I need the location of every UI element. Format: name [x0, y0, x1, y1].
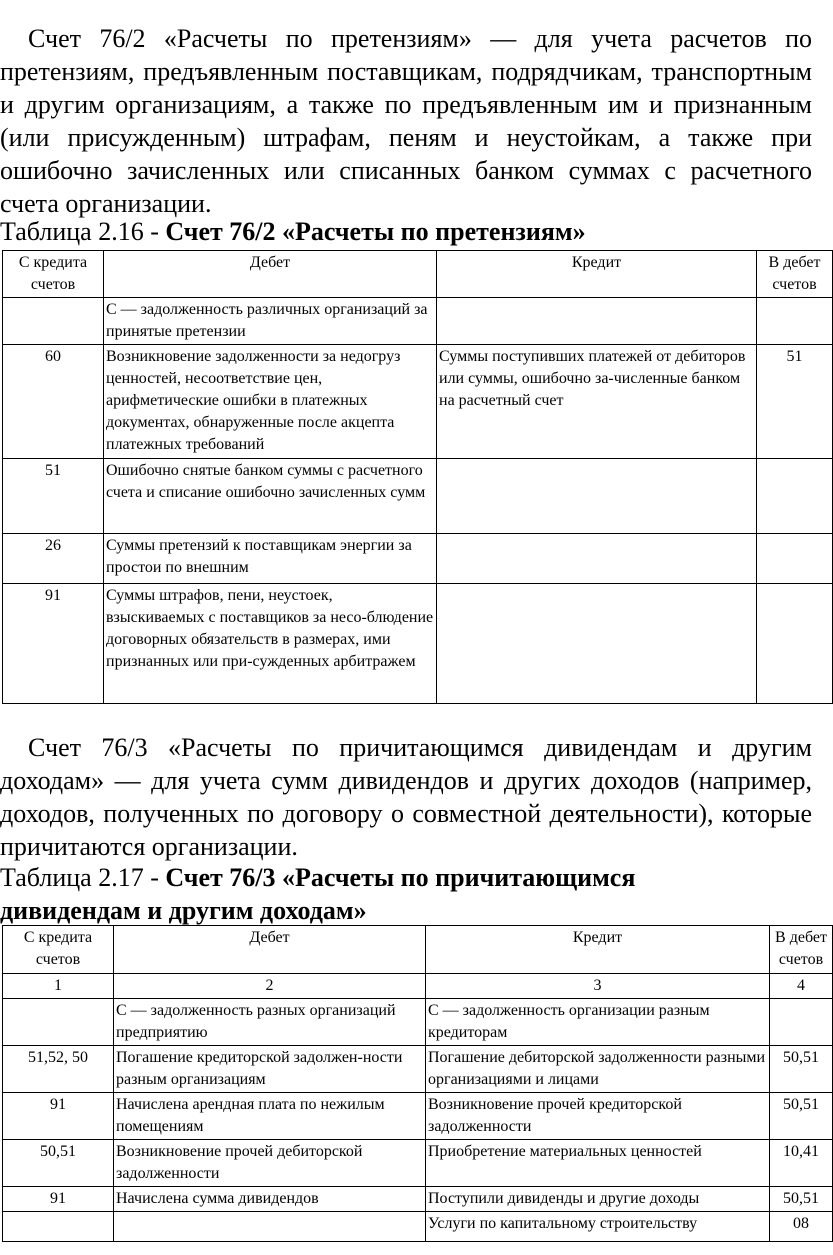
cell-debit-accounts: 08 [770, 1212, 833, 1242]
header-debit-accounts: В дебет счетов [770, 926, 833, 974]
cell-debit-accounts: 10,41 [770, 1140, 833, 1187]
table-account-76-3 [2, 925, 833, 1242]
cell-debit-accounts: 50,51 [770, 1093, 833, 1140]
table-caption-2-17 [0, 861, 720, 927]
caption-title: Счет 76/3 «Расчеты по причитающимся дивидендам и другим доходам» [0, 863, 636, 925]
cell-debit-accounts [757, 298, 833, 345]
cell-debit-accounts: 50,51 [770, 1046, 833, 1093]
table-number-row [3, 974, 833, 999]
cell-credit-accounts [3, 298, 104, 345]
header-credit-accounts: С кредита счетов [3, 926, 114, 974]
cell-credit [437, 459, 757, 534]
cell-credit: Суммы поступивших платежей от дебиторов или суммы, ошибочно за-численные банком на расчетный счет [437, 345, 757, 459]
cell-debit-accounts: 50,51 [770, 1187, 833, 1212]
caption-title: Счет 76/2 «Расчеты по претензиям» [165, 217, 586, 246]
cell-credit [437, 298, 757, 345]
table-header-row [3, 926, 833, 974]
caption-prefix: Таблица 2.16 - [0, 217, 166, 246]
cell-credit [437, 584, 757, 704]
header-credit-accounts: С кредита счетов [3, 251, 104, 298]
header-debit: Дебет [114, 926, 426, 974]
cell-credit: Возникновение прочей кредиторской задолженности [426, 1093, 770, 1140]
table-row [3, 999, 833, 1046]
header-credit: Кредит [437, 251, 757, 298]
cell-debit: Суммы претензий к поставщикам энергии за простои по внешним [104, 534, 437, 584]
cell-credit-accounts: 91 [3, 584, 104, 704]
table-row [3, 534, 833, 584]
table-header-row [3, 251, 833, 298]
cell-credit: С — задолженность организации разным кредиторам [426, 999, 770, 1046]
cell-debit-accounts [757, 534, 833, 584]
cell-debit: С — задолженность различных организаций за принятые претензии [104, 298, 437, 345]
cell-credit: Поступили дивиденды и другие доходы [426, 1187, 770, 1212]
cell-credit-accounts [3, 999, 114, 1046]
paragraph-account-76-3: Счет 76/3 «Расчеты по причитающимся дивидендам и другим доходам» — для учета сумм дивидендов и других доходов (например, доходов, полученных по договору о совместной деятельности), которые причитаются организации. [0, 733, 812, 861]
cell-credit-accounts: 26 [3, 534, 104, 584]
table-account-76-2 [2, 250, 833, 704]
cell-debit-accounts [757, 584, 833, 704]
column-number: 4 [770, 974, 833, 999]
header-debit: Дебет [104, 251, 437, 298]
cell-debit: Начислена арендная плата по нежилым помещениям [114, 1093, 426, 1140]
cell-debit: Ошибочно снятые банком суммы с расчетного счета и списание ошибочно зачисленных сумм [104, 459, 437, 534]
cell-debit-accounts: 51 [757, 345, 833, 459]
cell-credit-accounts: 51 [3, 459, 104, 534]
table-row [3, 1212, 833, 1242]
column-number: 3 [426, 974, 770, 999]
table-row [3, 459, 833, 534]
table-row [3, 1046, 833, 1093]
table-row [3, 1093, 833, 1140]
cell-debit: С — задолженность разных организаций предприятию [114, 999, 426, 1046]
cell-credit-accounts: 51,52, 50 [3, 1046, 114, 1093]
cell-credit: Услуги по капитальному строительству [426, 1212, 770, 1242]
cell-debit: Погашение кредиторской задолжен-ности разным организациям [114, 1046, 426, 1093]
column-number: 1 [3, 974, 114, 999]
cell-debit: Возникновение задолженности за недогруз ценностей, несоответствие цен, арифметические ошибки в платежных документах, обнаруженные после акцепта платежных требований [104, 345, 437, 459]
cell-credit-accounts [3, 1212, 114, 1242]
cell-debit: Начислена сумма дивидендов [114, 1187, 426, 1212]
table-row [3, 298, 833, 345]
cell-credit-accounts: 50,51 [3, 1140, 114, 1187]
column-number: 2 [114, 974, 426, 999]
cell-credit-accounts: 91 [3, 1187, 114, 1212]
table-row [3, 345, 833, 459]
caption-prefix: Таблица 2.17 - [0, 863, 166, 892]
header-debit-accounts: В дебет счетов [757, 251, 833, 298]
cell-credit [437, 534, 757, 584]
table-row [3, 1187, 833, 1212]
cell-debit: Возникновение прочей дебиторской задолженности [114, 1140, 426, 1187]
cell-debit [114, 1212, 426, 1242]
cell-credit-accounts: 91 [3, 1093, 114, 1140]
cell-credit: Приобретение материальных ценностей [426, 1140, 770, 1187]
table-row [3, 584, 833, 704]
table-caption-2-16 [0, 218, 812, 246]
header-credit: Кредит [426, 926, 770, 974]
cell-debit-accounts [770, 999, 833, 1046]
table-row [3, 1140, 833, 1187]
cell-credit-accounts: 60 [3, 345, 104, 459]
paragraph-account-76-2: Счет 76/2 «Расчеты по претензиям» — для учета расчетов по претензиям, предъявленным поставщикам, подрядчикам, транспортным и другим организациям, а также по предъявленным им и признанным (или присужденным) штрафам, пеням и неустойкам, а также при ошибочно зачисленных или списанных банком суммах с расчетного счета организации. [0, 24, 812, 218]
cell-debit-accounts [757, 459, 833, 534]
cell-debit: Суммы штрафов, пени, неустоек, взыскиваемых с поставщиков за несо-блюдение договорных обязательств в размерах, ими признанных или при-сужденных арбитражем [104, 584, 437, 704]
cell-credit: Погашение дебиторской задолженности разными организациями и лицами [426, 1046, 770, 1093]
